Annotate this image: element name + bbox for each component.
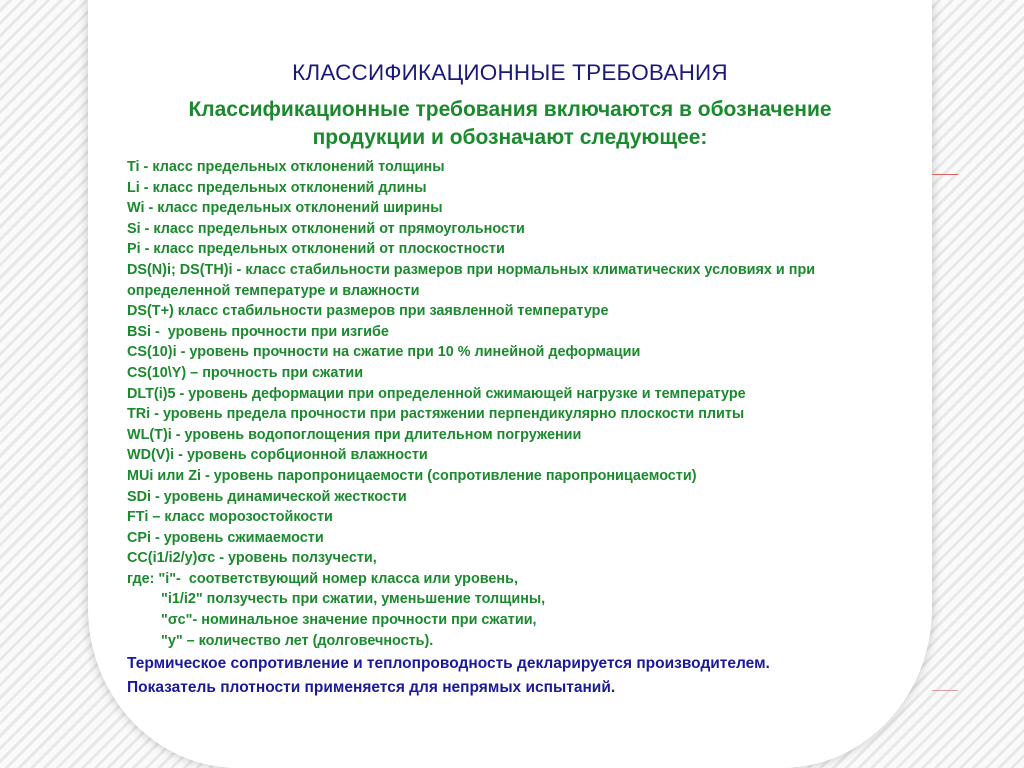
requirement-description: количество лет (долговечность). bbox=[198, 632, 434, 649]
requirement-separator: - bbox=[176, 344, 190, 361]
requirement-code: MUi или Zi bbox=[127, 467, 201, 484]
requirement-item bbox=[127, 260, 952, 281]
requirement-item bbox=[127, 466, 952, 487]
requirement-description: уровень ползучести, bbox=[228, 550, 377, 567]
requirement-code: Ti bbox=[127, 159, 140, 175]
requirement-description: уровень паропроницаемости (сопротивление паропроницаемости) bbox=[213, 467, 697, 484]
requirement-code: SDi bbox=[127, 488, 151, 505]
requirement-separator: - bbox=[139, 179, 153, 196]
requirement-code: DS(N)i; DS(TH)i bbox=[127, 261, 233, 278]
requirement-separator: - bbox=[174, 447, 187, 464]
requirement-item bbox=[127, 507, 952, 528]
requirement-item bbox=[127, 219, 952, 240]
requirement-code: "y" bbox=[161, 632, 183, 649]
requirement-separator: - bbox=[140, 220, 154, 237]
requirement-separator: - bbox=[140, 241, 154, 258]
requirement-item bbox=[127, 384, 952, 405]
requirement-item bbox=[127, 301, 952, 322]
requirement-separator: - bbox=[151, 488, 164, 505]
requirement-separator: – bbox=[148, 509, 165, 526]
requirement-separator: - bbox=[150, 406, 163, 423]
requirement-code: DLT(i)5 bbox=[127, 385, 176, 402]
requirement-description: уровень прочности при изгибе bbox=[167, 323, 389, 340]
requirement-code: Si bbox=[127, 220, 141, 237]
requirement-item bbox=[127, 569, 952, 590]
requirement-code: CS(10\Y) bbox=[127, 364, 187, 381]
requirement-description: класс предельных отклонений ширины bbox=[157, 200, 443, 217]
requirement-code: где: "i"- bbox=[127, 570, 181, 587]
requirement-code: BSi bbox=[127, 323, 151, 340]
requirement-separator: - bbox=[151, 529, 164, 546]
requirement-separator: – bbox=[186, 364, 203, 381]
requirement-code: CS(10)i bbox=[127, 344, 177, 361]
requirement-description: уровень деформации при определенной сжимающей нагрузке и температуре bbox=[188, 385, 746, 402]
requirement-item bbox=[127, 198, 952, 219]
requirement-code: TRi bbox=[127, 406, 151, 423]
requirement-item bbox=[127, 322, 952, 343]
requirement-item bbox=[127, 425, 952, 446]
requirement-description: класс предельных отклонений толщины bbox=[152, 159, 445, 175]
requirement-description: класс стабильности размеров при заявленной температуре bbox=[177, 303, 609, 320]
requirement-item bbox=[127, 404, 952, 425]
requirement-description: класс предельных отклонений от плоскостности bbox=[153, 241, 505, 258]
requirement-code: "σc"- bbox=[161, 612, 198, 629]
requirement-code: CC(i1/i2/y)σc bbox=[127, 550, 216, 567]
requirement-description: прочность при сжатии bbox=[202, 364, 364, 381]
requirements-list bbox=[127, 157, 952, 651]
requirement-description: уровень динамической жесткости bbox=[163, 488, 407, 505]
requirement-separator: - bbox=[201, 467, 214, 484]
requirement-description: уровень сорбционной влажности bbox=[186, 447, 428, 464]
requirement-code: Pi bbox=[127, 241, 141, 258]
requirement-item bbox=[127, 548, 952, 569]
requirement-item bbox=[127, 342, 952, 363]
requirement-item bbox=[127, 178, 952, 199]
requirement-description: класс предельных отклонений длины bbox=[152, 179, 427, 196]
requirement-description: уровень предела прочности при растяжении перпендикулярно плоскости плиты bbox=[162, 406, 745, 423]
requirement-separator bbox=[181, 571, 189, 587]
requirement-item bbox=[127, 157, 952, 178]
requirement-separator: – bbox=[182, 632, 199, 649]
slide-title: КЛАССИФИКАЦИОННЫЕ ТРЕБОВАНИЯ bbox=[292, 60, 728, 85]
footer-note: Термическое сопротивление и теплопроводность декларируется производителем. bbox=[127, 655, 770, 672]
requirement-separator: - bbox=[232, 261, 246, 278]
requirement-item bbox=[127, 445, 952, 466]
requirement-code: Wi bbox=[127, 200, 145, 217]
requirement-item bbox=[127, 631, 952, 652]
requirement-item bbox=[127, 610, 952, 631]
requirement-description: ползучесть при сжатии, уменьшение толщины, bbox=[206, 591, 546, 608]
requirement-item bbox=[127, 363, 952, 384]
footer-notes bbox=[127, 652, 967, 700]
requirement-item bbox=[127, 281, 952, 302]
requirement-code: CPi bbox=[127, 529, 151, 546]
requirement-code: DS(T+) bbox=[127, 303, 174, 320]
requirement-description: номинальное значение прочности при сжатии, bbox=[201, 612, 537, 629]
requirement-description: соответствующий номер класса или уровень, bbox=[188, 570, 518, 587]
requirement-item bbox=[127, 528, 952, 549]
requirement-description: определенной температуре и влажности bbox=[127, 282, 420, 299]
requirement-separator: - bbox=[171, 426, 185, 443]
requirement-separator: - bbox=[175, 385, 189, 402]
requirement-description: класс предельных отклонений от прямоугольности bbox=[153, 220, 525, 237]
requirement-separator: - bbox=[151, 323, 168, 340]
requirement-item bbox=[127, 589, 952, 610]
slide-subtitle bbox=[88, 96, 932, 152]
requirement-code: Li bbox=[127, 179, 140, 196]
requirement-separator: - bbox=[144, 200, 158, 217]
requirement-code: "i1/i2" bbox=[161, 591, 203, 608]
requirement-description: уровень прочности на сжатие при 10 % линейной деформации bbox=[189, 344, 641, 361]
requirement-separator: - bbox=[215, 550, 229, 567]
requirement-item bbox=[127, 239, 952, 260]
requirement-description: уровень водопоглощения при длительном погружении bbox=[184, 426, 582, 443]
subtitle-line: продукции и обозначают следующее: bbox=[312, 126, 708, 149]
requirement-description: класс морозостойкости bbox=[164, 509, 333, 526]
requirement-separator: - bbox=[139, 159, 153, 175]
requirement-code: WD(V)i bbox=[127, 447, 175, 464]
requirement-code: WL(T)i bbox=[127, 426, 172, 443]
requirement-description: класс стабильности размеров при нормальных климатических условиях и при bbox=[245, 261, 816, 278]
footer-note: Показатель плотности применяется для непрямых испытаний. bbox=[127, 679, 616, 696]
requirement-item bbox=[127, 487, 952, 508]
subtitle-line: Классификационные требования включаются в обозначение bbox=[188, 98, 832, 121]
requirement-code: FTi bbox=[127, 509, 149, 526]
requirement-description: уровень сжимаемости bbox=[163, 529, 324, 546]
